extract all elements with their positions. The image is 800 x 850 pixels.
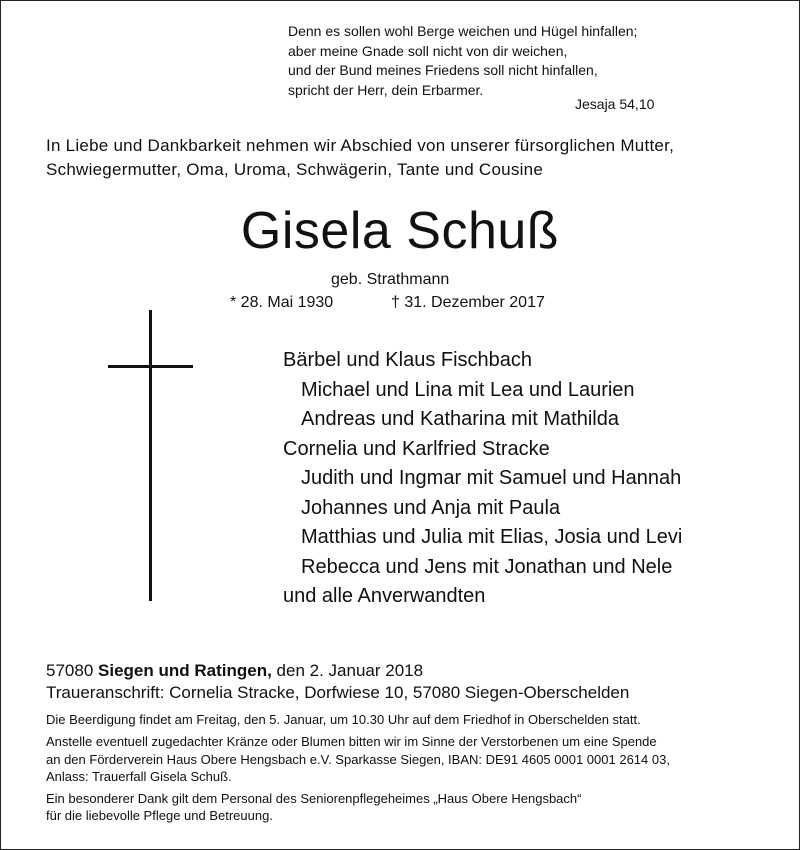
mourners-list: [283, 346, 682, 612]
family-closing: und alle Anverwandten: [283, 585, 486, 607]
bible-quote: [288, 22, 637, 100]
intro-text: [46, 134, 674, 181]
maiden-name: geb. Strathmann: [331, 271, 450, 288]
quote-line: aber meine Gnade soll nicht von dir weichen,: [288, 42, 568, 59]
place-and-date: [46, 660, 629, 704]
cross-icon-bar: [108, 365, 193, 368]
family-head: Cornelia und Karlfried Stracke: [283, 437, 550, 460]
donation-line: an den Förderverein Haus Obere Hengsbach e.V. Sparkasse Siegen, IBAN: DE91 4605 0001 0001 2614 03,: [46, 751, 670, 767]
family-member: Michael und Lina mit Lea und Laurien: [301, 378, 635, 401]
intro-line: Schwiegermutter, Oma, Uroma, Schwägerin, Tante und Cousine: [46, 159, 544, 179]
family-member: Rebecca und Jens mit Jonathan und Nele: [301, 555, 673, 578]
quote-line: spricht der Herr, dein Erbarmer.: [288, 81, 484, 98]
thanks-line: für die liebevolle Pflege und Betreuung.: [46, 808, 273, 824]
donation-line: Anlass: Trauerfall Gisela Schuß.: [46, 768, 232, 784]
family-member: Matthias und Julia mit Elias, Josia und Levi: [301, 526, 683, 548]
donation-line: Anstelle eventuell zugedachter Kränze oder Blumen bitten wir im Sinne der Verstorbenen um eine Spende: [46, 734, 657, 750]
quote-reference: Jesaja 54,10: [575, 96, 655, 112]
deceased-name: Gisela Schuß: [240, 202, 560, 260]
zip-code: 57080: [46, 661, 94, 680]
quote-line: und der Bund meines Friedens soll nicht hinfallen,: [288, 62, 598, 78]
thanks-note: [46, 790, 670, 825]
quote-line: Denn es sollen wohl Berge weichen und Hügel hinfallen;: [288, 23, 638, 39]
family-member: Andreas und Katharina mit Mathilda: [301, 408, 619, 430]
city: Siegen und Ratingen,: [98, 661, 272, 680]
mourning-address: Traueranschrift: Cornelia Stracke, Dorfwiese 10, 57080 Siegen-Oberschelden: [46, 683, 630, 702]
intro-line: In Liebe und Dankbarkeit nehmen wir Abschied von unserer fürsorglichen Mutter,: [46, 136, 675, 155]
life-dates: [230, 294, 545, 312]
death-date: † 31. Dezember 2017: [391, 294, 545, 311]
place-line: [46, 660, 629, 682]
donation-note: [46, 733, 670, 785]
family-member: Johannes und Anja mit Paula: [301, 496, 561, 519]
thanks-line: Ein besonderer Dank gilt dem Personal des Seniorenpflegeheimes „Haus Obere Hengsbach“: [46, 791, 582, 807]
family-member: Judith und Ingmar mit Samuel und Hannah: [301, 467, 682, 489]
family-head: Bärbel und Klaus Fischbach: [283, 349, 533, 371]
notes: [46, 711, 670, 830]
date: den 2. Januar 2018: [276, 661, 424, 680]
funeral-note: Die Beerdigung findet am Freitag, den 5. Januar, um 10.30 Uhr auf dem Friedhof in Oberschelden statt.: [46, 712, 641, 727]
cross-icon: [149, 310, 152, 601]
birth-date: * 28. Mai 1930: [230, 294, 334, 311]
